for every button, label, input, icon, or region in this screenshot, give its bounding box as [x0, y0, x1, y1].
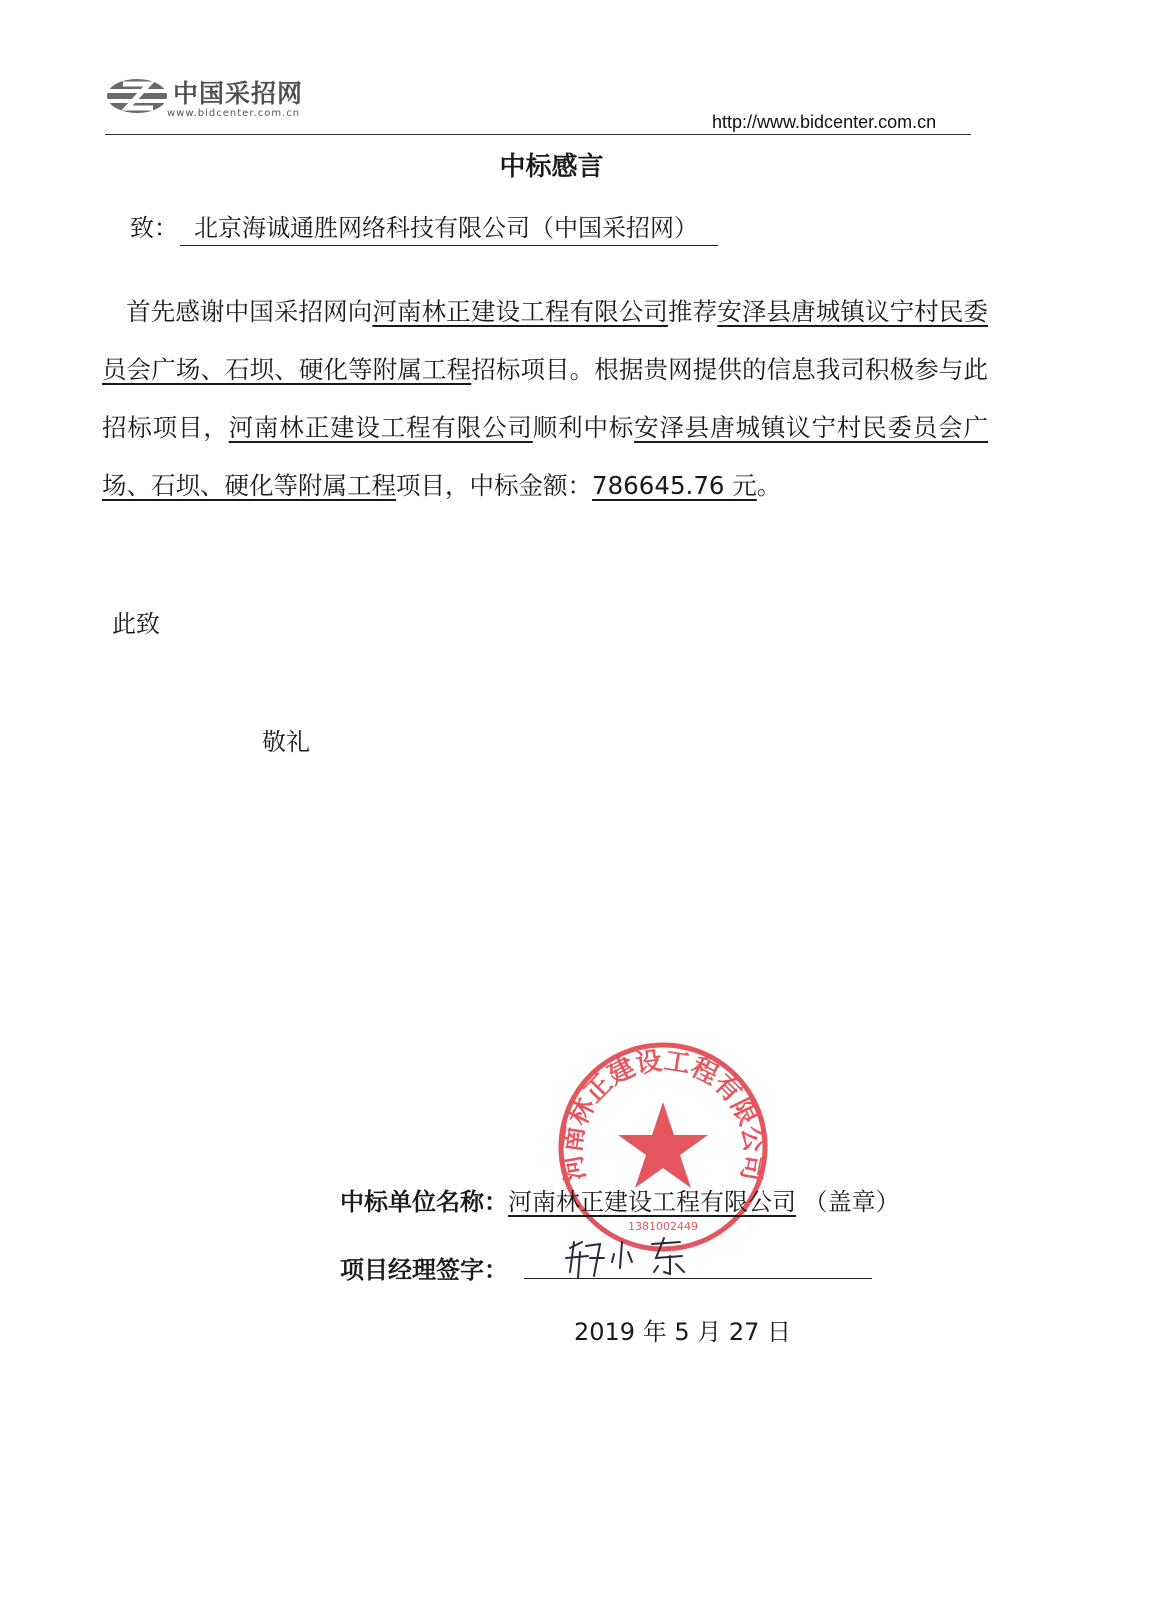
logo-emblem-icon: [105, 70, 175, 126]
company-name-1: 河南林正建设工程有限公司: [372, 297, 668, 326]
logo-url: www.bidcenter.com.cn: [167, 108, 301, 119]
winner-line: [340, 1182, 900, 1217]
project-name-2: 安泽县唐城镇议宁村民委员会广场、石坝、硬化等附属工程: [102, 413, 989, 500]
addressee: 北京海诚通胜网络科技有限公司（中国采招网）: [180, 208, 718, 246]
body-part4: 顺利中标: [532, 413, 635, 442]
body-part2: 推荐: [667, 297, 718, 326]
seal-note: （盖章）: [803, 1188, 900, 1216]
body-paragraph: [102, 283, 988, 515]
company-seal-stamp: [556, 1040, 770, 1254]
salutation-prefix: 致：: [130, 214, 178, 242]
salutation: [130, 208, 718, 246]
header-divider: [105, 134, 971, 135]
document-date: 2019 年 5 月 27 日: [574, 1318, 792, 1346]
winner-name: 河南林正建设工程有限公司: [508, 1188, 796, 1216]
seal-text: 河南林正建设工程有限公司: [557, 1046, 769, 1184]
bidcenter-logo: [105, 70, 315, 126]
winner-label: 中标单位名称：: [340, 1188, 508, 1216]
seal-number: 1381002449: [628, 1220, 698, 1233]
manager-line: [340, 1250, 508, 1285]
closing-jing-li: 敬礼: [262, 728, 310, 756]
body-part6: 。: [756, 471, 782, 500]
header-url: http://www.bidcenter.com.cn: [712, 112, 937, 132]
body-part5: 项目，中标金额：: [396, 471, 592, 500]
document-title: 中标感言: [499, 152, 604, 182]
logo-text: 中国采招网: [173, 79, 304, 108]
seal-star-icon: [618, 1102, 708, 1188]
body-part1: 首先感谢中国采招网向: [126, 297, 373, 326]
project-name-1: 安泽县唐城镇议宁村民委员会广场、石坝、硬化等附属工程: [102, 297, 989, 384]
company-name-2: 河南林正建设工程有限公司: [228, 413, 533, 442]
body-part3: 招标项目。根据贵网提供的信息我司积极参与此招标项目，: [102, 355, 989, 442]
manager-label: 项目经理签字：: [340, 1256, 508, 1284]
bid-amount: 786645.76 元: [592, 471, 757, 500]
handwritten-signature: [560, 1228, 700, 1288]
closing-ci-zhi: 此致: [112, 610, 160, 638]
